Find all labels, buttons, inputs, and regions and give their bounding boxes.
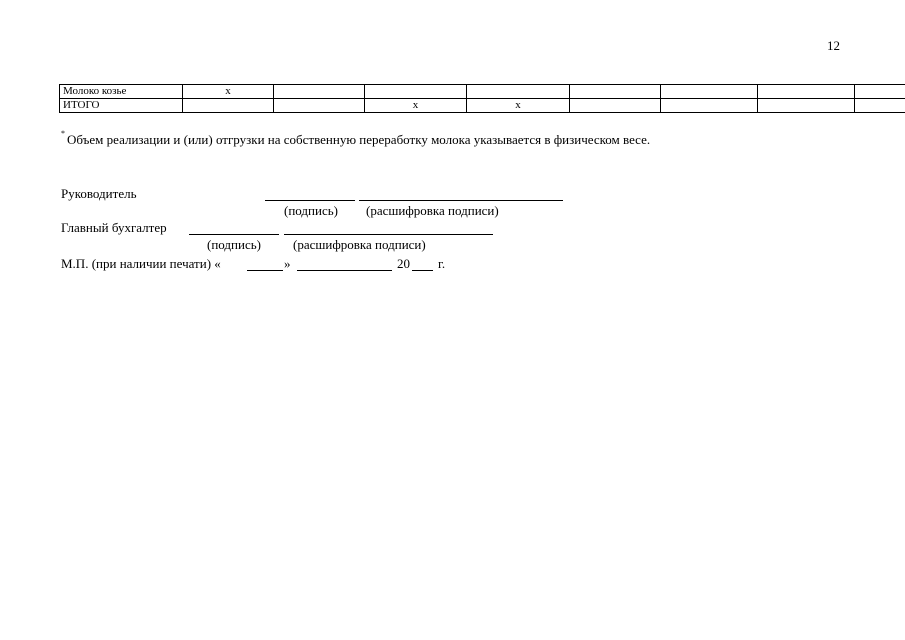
accountant-signature-line xyxy=(189,234,279,235)
footnote xyxy=(61,129,651,148)
accountant-sign-caption: (подпись) xyxy=(207,237,261,252)
table-cell: х xyxy=(467,99,570,113)
data-table xyxy=(59,84,905,113)
head-decode-caption: (расшифровка подписи) xyxy=(366,203,499,218)
table-cell xyxy=(183,99,274,113)
head-sign-caption: (подпись) xyxy=(284,203,338,218)
table-cell xyxy=(365,85,467,99)
table-row-label: ИТОГО xyxy=(60,99,183,113)
accountant-label: Главный бухгалтер xyxy=(61,220,167,235)
table-cell xyxy=(661,85,758,99)
seal-month-line xyxy=(297,270,392,271)
table-cell xyxy=(570,85,661,99)
table-cell xyxy=(855,85,905,99)
accountant-decode-caption: (расшифровка подписи) xyxy=(293,237,426,252)
table-row xyxy=(60,85,905,99)
table-cell xyxy=(758,99,855,113)
head-label: Руководитель xyxy=(61,186,137,201)
table-cell xyxy=(661,99,758,113)
seal-text: М.П. (при наличии печати) « xyxy=(61,256,221,271)
page-number: 12 xyxy=(827,38,840,53)
footnote-marker: * xyxy=(61,129,65,138)
footnote-text: Объем реализации и (или) отгрузки на собственную переработку молока указывается в физическом весе. xyxy=(67,132,651,147)
seal-year-prefix: 20 xyxy=(397,256,410,271)
head-decode-line xyxy=(359,200,563,201)
table-row-label: Молоко козье xyxy=(60,85,183,99)
seal-year-line xyxy=(412,270,433,271)
seal-quote-close: » xyxy=(284,256,291,271)
seal-year-suffix: г. xyxy=(438,256,446,271)
table-cell xyxy=(570,99,661,113)
table-cell xyxy=(467,85,570,99)
table-cell: х xyxy=(183,85,274,99)
table-row xyxy=(60,99,905,113)
head-signature-line xyxy=(265,200,355,201)
table-cell xyxy=(758,85,855,99)
table-cell xyxy=(274,99,365,113)
accountant-decode-line xyxy=(284,234,493,235)
table-cell: х xyxy=(365,99,467,113)
seal-day-line xyxy=(247,270,283,271)
table-cell xyxy=(855,99,905,113)
table-cell xyxy=(274,85,365,99)
